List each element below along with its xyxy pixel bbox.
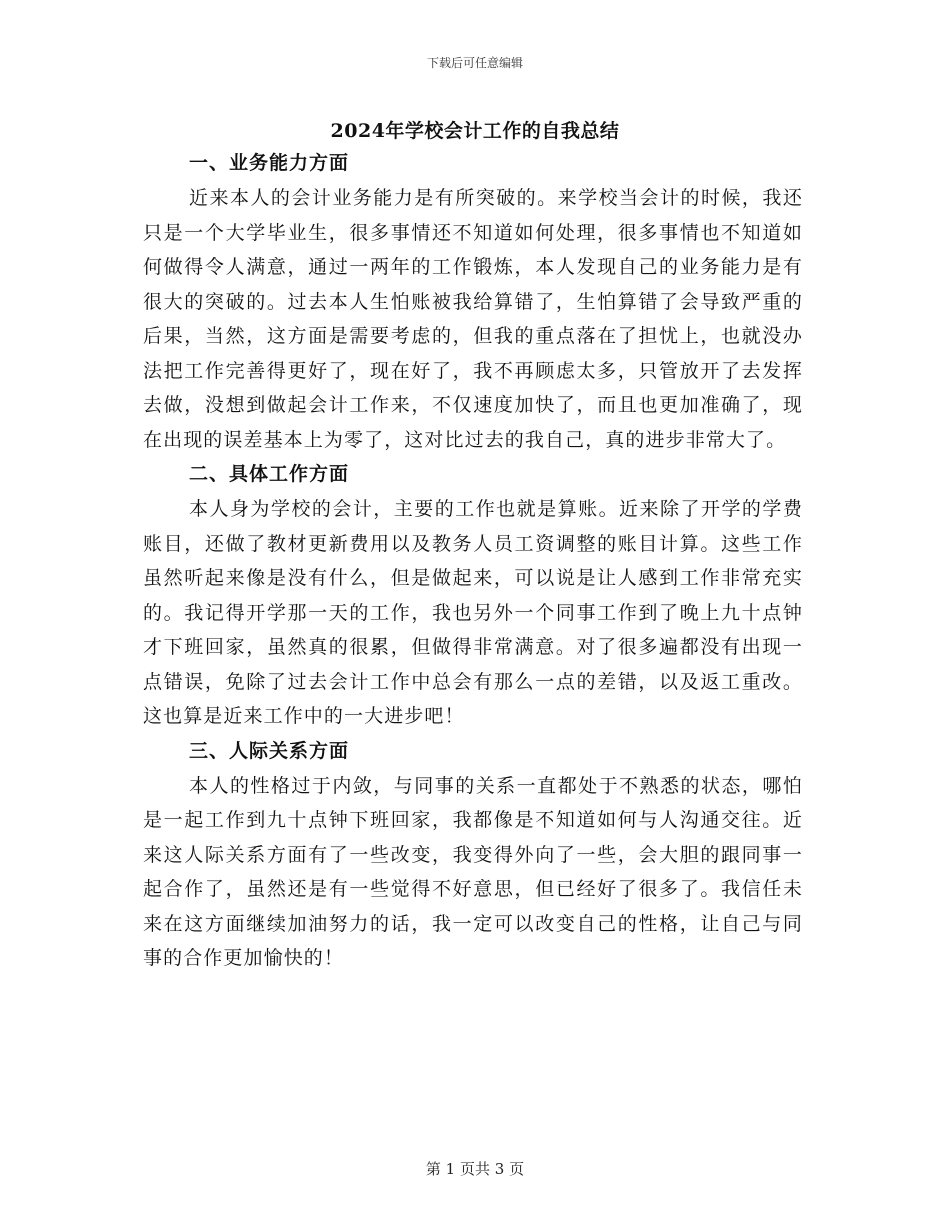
document-title: 2024年学校会计工作的自我总结: [330, 120, 620, 142]
section-heading: 三、人际关系方面: [189, 739, 350, 762]
section-paragraph: 本人身为学校的会计，主要的工作也就是算账。近来除了开学的学费账目，还做了教材更新费用以及教务人员工资调整的账目计算。这些工作虽然听起来像是没有什么，但是做起来，可以说是让人感到工作非常充实的。我记得开学那一天的工作，我也另外一个同事工作到了晚上九十点钟才下班回家，虽然真的很累，但做得非常满意。对了很多遍都没有出现一点错误，免除了过去会计工作中总会有那么一点的差错，以及返工重改。这也算是近来工作中的一大进步吧！: [143, 498, 803, 727]
section-interpersonal: [143, 734, 803, 976]
section-heading: 一、业务能力方面: [189, 152, 350, 174]
section-business-ability: [143, 146, 803, 457]
page-number: 第 1 页共 3 页: [425, 1160, 525, 1178]
section-specific-work: [143, 457, 803, 734]
section-paragraph: 本人的性格过于内敛，与同事的关系一直都处于不熟悉的状态，哪怕是一起工作到九十点钟下班回家，我都像是不知道如何与人沟通交往。近来这人际关系方面有了一些改变，我变得外向了一些，会大胆的跟同事一起合作了，虽然还是有一些觉得不好意思，但已经好了很多了。我信任未来在这方面继续加油努力的话，我一定可以改变自己的性格，让自己与同事的合作更加愉快的！: [143, 774, 803, 969]
section-paragraph: 近来本人的会计业务能力是有所突破的。来学校当会计的时候，我还只是一个大学毕业生，很多事情还不知道如何处理，很多事情也不知道如何做得令人满意，通过一两年的工作锻炼，本人发现自己的业务能力是有很大的突破的。过去本人生怕账被我给算错了，生怕算错了会导致严重的后果，当然，这方面是需要考虑的，但我的重点落在了担忧上，也就没办法把工作完善得更好了，现在好了，我不再顾虑太多，只管放开了去发挥去做，没想到做起会计工作来，不仅速度加快了，而且也更加准确了，现在出现的误差基本上为零了，这对比过去的我自己，真的进步非常大了。: [143, 187, 803, 451]
page-header: 下载后可任意编辑: [426, 56, 523, 70]
document-body: [143, 146, 803, 976]
section-heading: 二、具体工作方面: [189, 463, 350, 485]
